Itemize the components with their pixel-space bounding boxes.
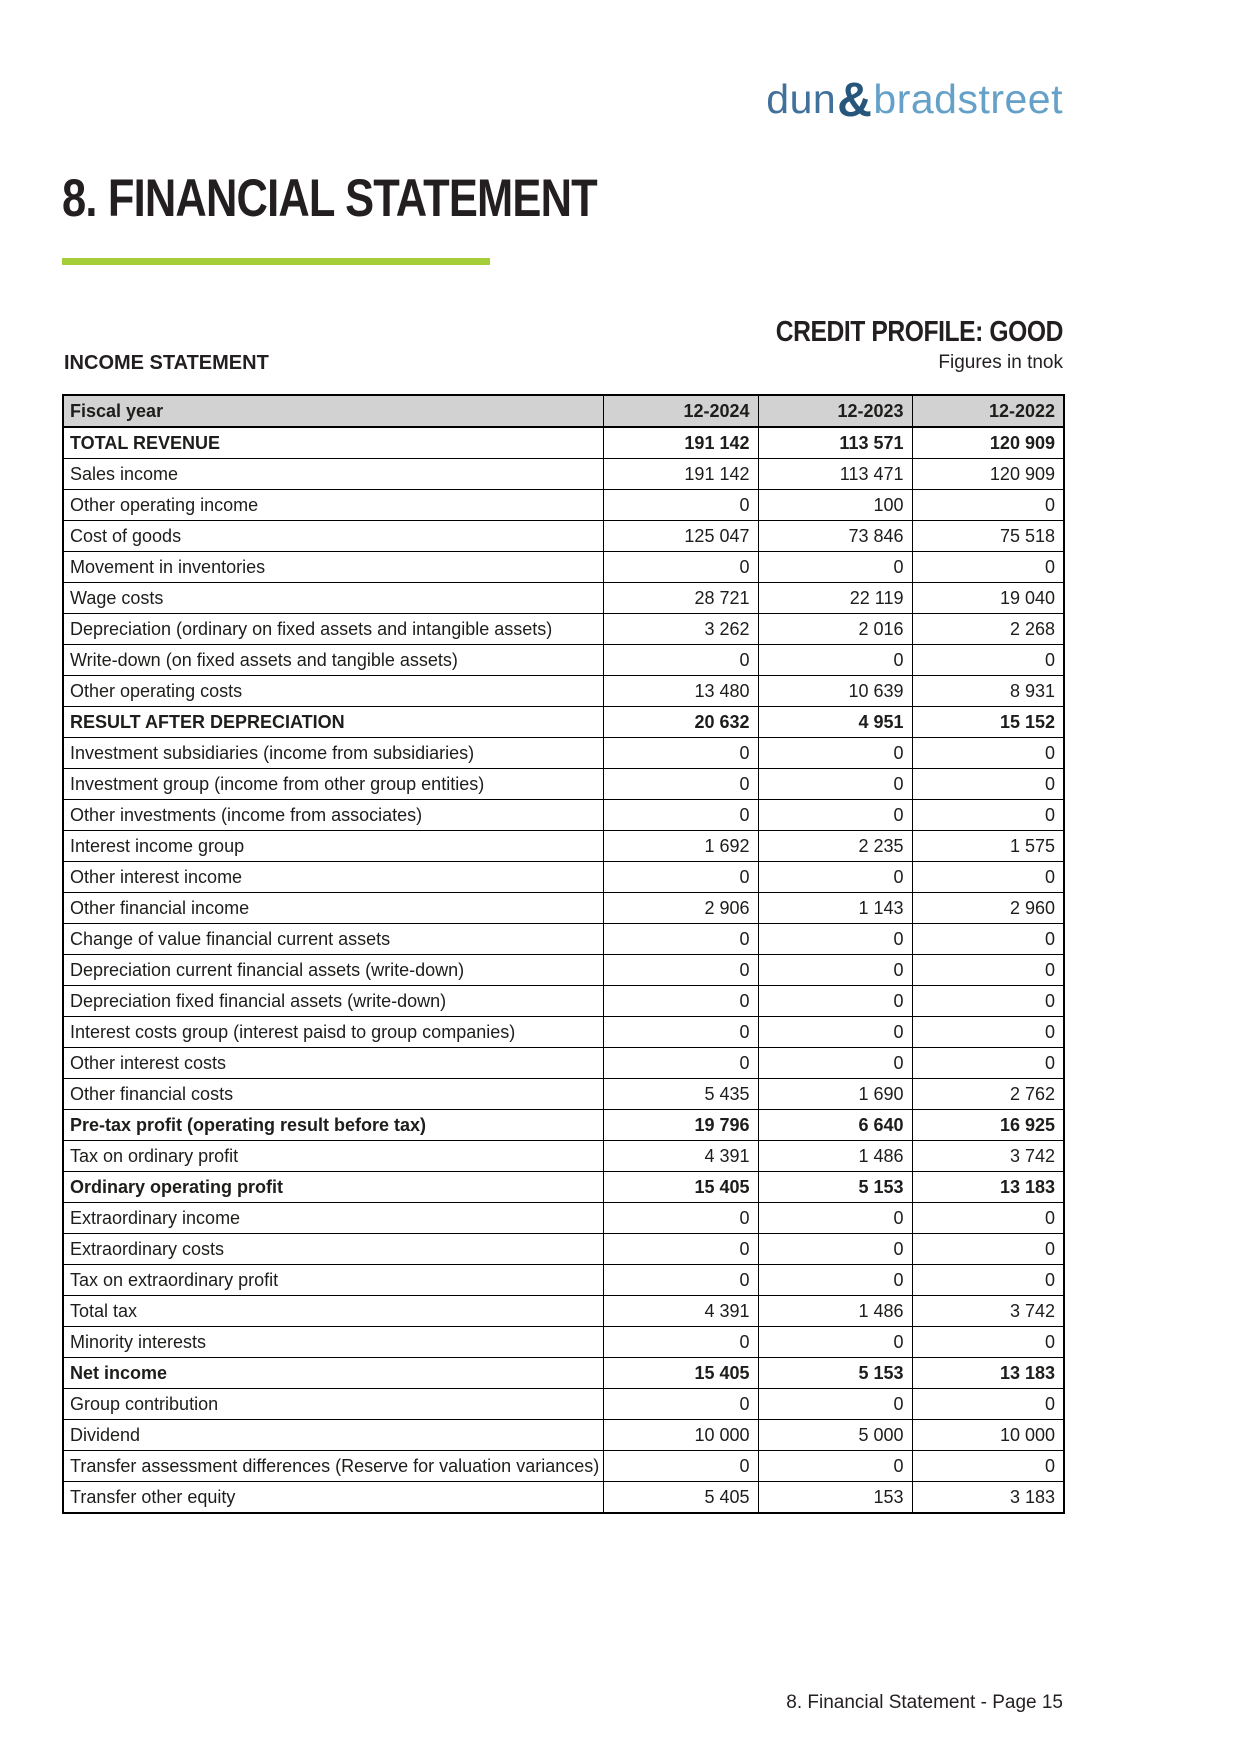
page-footer: 8. Financial Statement - Page 15	[786, 1692, 1063, 1713]
cell-value: 100	[758, 490, 912, 521]
table-row	[63, 1420, 1064, 1451]
row-label: Group contribution	[63, 1389, 603, 1420]
table-row	[63, 676, 1064, 707]
cell-value: 2 016	[758, 614, 912, 645]
cell-value: 0	[912, 1265, 1064, 1296]
cell-value: 0	[603, 1389, 758, 1420]
credit-profile-label: CREDIT PROFILE: GOOD	[775, 316, 1063, 348]
cell-value: 5 435	[603, 1079, 758, 1110]
cell-value: 0	[912, 769, 1064, 800]
table-row	[63, 645, 1064, 676]
row-label: Depreciation current financial assets (write-down)	[63, 955, 603, 986]
row-label: Net income	[63, 1358, 603, 1389]
logo-dun-text: dun	[766, 76, 837, 122]
cell-value: 0	[603, 800, 758, 831]
cell-value: 73 846	[758, 521, 912, 552]
cell-value: 0	[758, 1203, 912, 1234]
cell-value: 0	[758, 1017, 912, 1048]
cell-value: 191 142	[603, 427, 758, 459]
cell-value: 0	[603, 924, 758, 955]
cell-value: 0	[912, 490, 1064, 521]
cell-value: 0	[912, 1451, 1064, 1482]
cell-value: 13 183	[912, 1172, 1064, 1203]
logo-bradstreet-text: bradstreet	[873, 76, 1063, 122]
cell-value: 0	[603, 1265, 758, 1296]
cell-value: 0	[758, 862, 912, 893]
cell-value: 0	[912, 1203, 1064, 1234]
row-label: Dividend	[63, 1420, 603, 1451]
row-label: Other financial costs	[63, 1079, 603, 1110]
cell-value: 3 183	[912, 1482, 1064, 1514]
cell-value: 2 235	[758, 831, 912, 862]
table-row	[63, 1110, 1064, 1141]
table-row	[63, 1203, 1064, 1234]
cell-value: 15 405	[603, 1358, 758, 1389]
table-row	[63, 583, 1064, 614]
row-label: Other financial income	[63, 893, 603, 924]
cell-value: 1 486	[758, 1141, 912, 1172]
table-row	[63, 800, 1064, 831]
cell-value: 1 486	[758, 1296, 912, 1327]
cell-value: 0	[912, 1017, 1064, 1048]
cell-value: 4 391	[603, 1296, 758, 1327]
table-row	[63, 1482, 1064, 1514]
cell-value: 5 153	[758, 1358, 912, 1389]
table-row	[63, 1327, 1064, 1358]
figures-unit-note: Figures in tnok	[938, 352, 1063, 373]
cell-value: 28 721	[603, 583, 758, 614]
cell-value: 0	[603, 955, 758, 986]
table-row	[63, 1048, 1064, 1079]
table-row	[63, 614, 1064, 645]
cell-value: 0	[603, 1327, 758, 1358]
row-label: Other interest costs	[63, 1048, 603, 1079]
row-label: Tax on ordinary profit	[63, 1141, 603, 1172]
table-header-row	[63, 395, 1064, 427]
cell-value: 3 742	[912, 1296, 1064, 1327]
table-row	[63, 1172, 1064, 1203]
cell-value: 0	[758, 986, 912, 1017]
row-label: Other interest income	[63, 862, 603, 893]
cell-value: 0	[603, 1451, 758, 1482]
column-header-fiscal-year: Fiscal year	[63, 395, 603, 427]
cell-value: 0	[603, 862, 758, 893]
cell-value: 113 571	[758, 427, 912, 459]
cell-value: 10 639	[758, 676, 912, 707]
cell-value: 2 960	[912, 893, 1064, 924]
cell-value: 75 518	[912, 521, 1064, 552]
row-label: Other operating income	[63, 490, 603, 521]
column-header-year: 12-2022	[912, 395, 1064, 427]
cell-value: 5 000	[758, 1420, 912, 1451]
table-row	[63, 862, 1064, 893]
cell-value: 191 142	[603, 459, 758, 490]
cell-value: 10 000	[912, 1420, 1064, 1451]
row-label: Tax on extraordinary profit	[63, 1265, 603, 1296]
cell-value: 0	[912, 800, 1064, 831]
cell-value: 13 183	[912, 1358, 1064, 1389]
cell-value: 3 262	[603, 614, 758, 645]
cell-value: 0	[758, 924, 912, 955]
table-row	[63, 1079, 1064, 1110]
row-label: Extraordinary costs	[63, 1234, 603, 1265]
table-row	[63, 552, 1064, 583]
row-label: Investment subsidiaries (income from subsidiaries)	[63, 738, 603, 769]
cell-value: 0	[758, 1389, 912, 1420]
cell-value: 1 143	[758, 893, 912, 924]
cell-value: 0	[603, 645, 758, 676]
cell-value: 0	[758, 645, 912, 676]
table-row	[63, 1389, 1064, 1420]
cell-value: 16 925	[912, 1110, 1064, 1141]
cell-value: 15 152	[912, 707, 1064, 738]
cell-value: 0	[758, 800, 912, 831]
page-title: 8. FINANCIAL STATEMENT	[62, 169, 597, 228]
cell-value: 2 268	[912, 614, 1064, 645]
cell-value: 0	[912, 738, 1064, 769]
cell-value: 0	[912, 862, 1064, 893]
row-label: Pre-tax profit (operating result before tax)	[63, 1110, 603, 1141]
table-row	[63, 1017, 1064, 1048]
column-header-year: 12-2024	[603, 395, 758, 427]
cell-value: 0	[603, 738, 758, 769]
row-label: Cost of goods	[63, 521, 603, 552]
cell-value: 15 405	[603, 1172, 758, 1203]
table-row	[63, 521, 1064, 552]
cell-value: 0	[758, 552, 912, 583]
row-label: Transfer other equity	[63, 1482, 603, 1514]
cell-value: 22 119	[758, 583, 912, 614]
cell-value: 153	[758, 1482, 912, 1514]
table-row	[63, 707, 1064, 738]
table-row	[63, 1265, 1064, 1296]
table-row	[63, 427, 1064, 459]
cell-value: 5 405	[603, 1482, 758, 1514]
cell-value: 0	[912, 955, 1064, 986]
cell-value: 113 471	[758, 459, 912, 490]
table-row	[63, 831, 1064, 862]
cell-value: 4 391	[603, 1141, 758, 1172]
cell-value: 19 796	[603, 1110, 758, 1141]
cell-value: 0	[758, 769, 912, 800]
row-label: Minority interests	[63, 1327, 603, 1358]
cell-value: 0	[758, 1451, 912, 1482]
cell-value: 1 690	[758, 1079, 912, 1110]
column-header-year: 12-2023	[758, 395, 912, 427]
cell-value: 0	[758, 955, 912, 986]
cell-value: 20 632	[603, 707, 758, 738]
ampersand-icon: &	[837, 74, 873, 127]
cell-value: 19 040	[912, 583, 1064, 614]
table-row	[63, 738, 1064, 769]
row-label: Movement in inventories	[63, 552, 603, 583]
row-label: Extraordinary income	[63, 1203, 603, 1234]
cell-value: 8 931	[912, 676, 1064, 707]
cell-value: 0	[758, 1265, 912, 1296]
table-row	[63, 769, 1064, 800]
income-statement-table	[62, 394, 1065, 1514]
cell-value: 2 762	[912, 1079, 1064, 1110]
table-row	[63, 1451, 1064, 1482]
row-label: Total tax	[63, 1296, 603, 1327]
row-label: TOTAL REVENUE	[63, 427, 603, 459]
table-row	[63, 986, 1064, 1017]
table-row	[63, 1358, 1064, 1389]
cell-value: 0	[603, 1203, 758, 1234]
cell-value: 0	[912, 1389, 1064, 1420]
cell-value: 1 575	[912, 831, 1064, 862]
table-row	[63, 490, 1064, 521]
cell-value: 0	[758, 1234, 912, 1265]
row-label: Other operating costs	[63, 676, 603, 707]
cell-value: 0	[912, 1327, 1064, 1358]
cell-value: 1 692	[603, 831, 758, 862]
cell-value: 0	[603, 552, 758, 583]
row-label: Transfer assessment differences (Reserve for valuation variances)	[63, 1451, 603, 1482]
title-underline-rule	[62, 258, 490, 265]
cell-value: 4 951	[758, 707, 912, 738]
cell-value: 0	[912, 1234, 1064, 1265]
cell-value: 2 906	[603, 893, 758, 924]
cell-value: 0	[758, 738, 912, 769]
cell-value: 120 909	[912, 459, 1064, 490]
row-label: Investment group (income from other group entities)	[63, 769, 603, 800]
cell-value: 125 047	[603, 521, 758, 552]
cell-value: 0	[758, 1327, 912, 1358]
cell-value: 120 909	[912, 427, 1064, 459]
row-label: Interest income group	[63, 831, 603, 862]
row-label: Wage costs	[63, 583, 603, 614]
table-row	[63, 955, 1064, 986]
cell-value: 0	[603, 1048, 758, 1079]
cell-value: 10 000	[603, 1420, 758, 1451]
table-row	[63, 1141, 1064, 1172]
cell-value: 0	[912, 552, 1064, 583]
table-row	[63, 893, 1064, 924]
row-label: Depreciation (ordinary on fixed assets and intangible assets)	[63, 614, 603, 645]
table-row	[63, 924, 1064, 955]
table-row	[63, 459, 1064, 490]
dnb-logo	[766, 70, 1063, 125]
row-label: Other investments (income from associates)	[63, 800, 603, 831]
cell-value: 0	[603, 1234, 758, 1265]
cell-value: 5 153	[758, 1172, 912, 1203]
cell-value: 0	[603, 1017, 758, 1048]
cell-value: 6 640	[758, 1110, 912, 1141]
cell-value: 0	[603, 490, 758, 521]
cell-value: 0	[912, 1048, 1064, 1079]
table-row	[63, 1234, 1064, 1265]
row-label: Sales income	[63, 459, 603, 490]
row-label: Change of value financial current assets	[63, 924, 603, 955]
cell-value: 0	[912, 986, 1064, 1017]
cell-value: 0	[758, 1048, 912, 1079]
row-label: Ordinary operating profit	[63, 1172, 603, 1203]
row-label: Interest costs group (interest paisd to group companies)	[63, 1017, 603, 1048]
income-statement-label: INCOME STATEMENT	[64, 352, 269, 374]
cell-value: 0	[912, 645, 1064, 676]
table-row	[63, 1296, 1064, 1327]
row-label: Depreciation fixed financial assets (write-down)	[63, 986, 603, 1017]
cell-value: 0	[912, 924, 1064, 955]
row-label: Write-down (on fixed assets and tangible assets)	[63, 645, 603, 676]
cell-value: 0	[603, 769, 758, 800]
cell-value: 3 742	[912, 1141, 1064, 1172]
cell-value: 0	[603, 986, 758, 1017]
row-label: RESULT AFTER DEPRECIATION	[63, 707, 603, 738]
cell-value: 13 480	[603, 676, 758, 707]
